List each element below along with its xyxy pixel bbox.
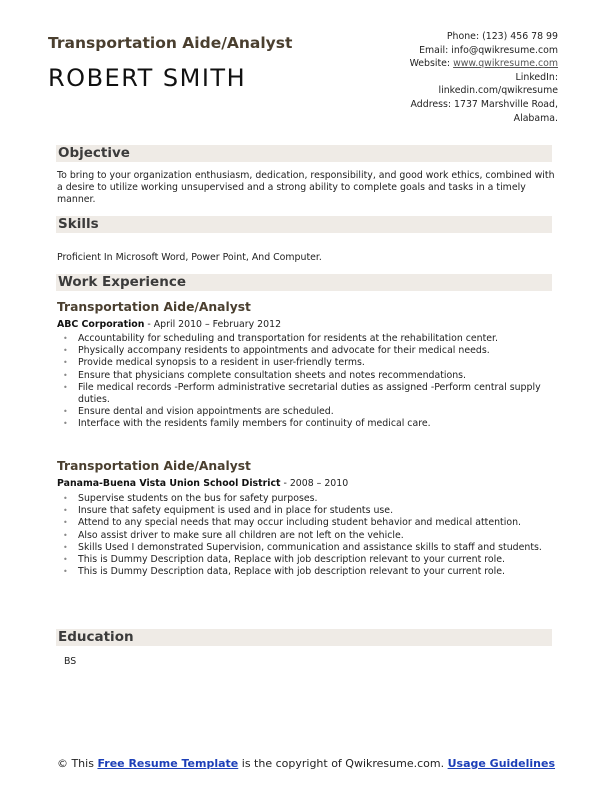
footer-prefix: © This	[56, 757, 98, 770]
website-link[interactable]: www.qwikresume.com	[453, 58, 558, 70]
list-item: • Insure that safety equipment is used and in place for students use.	[78, 505, 568, 517]
contact-linkedin-value: linkedin.com/qwikresume	[438, 85, 558, 97]
list-item: • Also assist driver to make sure all children are not left on the vehicle.	[78, 530, 568, 542]
list-item: • This is Dummy Description data, Replace with job description relevant to your current role.	[78, 566, 568, 578]
list-item: • This is Dummy Description data, Replace with job description relevant to your current role.	[78, 554, 568, 566]
header-job-title: Transportation Aide/Analyst	[48, 34, 293, 52]
section-header-work-experience	[56, 274, 552, 291]
section-header-skills	[56, 216, 552, 233]
usage-guidelines-link[interactable]: Usage Guidelines	[447, 757, 556, 770]
education-text: BS	[64, 656, 77, 667]
candidate-name: ROBERT SMITH	[48, 64, 247, 92]
list-item: • Ensure that physicians complete consultation sheets and notes recommendations.	[78, 370, 568, 382]
job-dates-2: - 2008 – 2010	[280, 478, 349, 489]
contact-linkedin-label: LinkedIn:	[515, 71, 558, 83]
contact-address-line2: Alabama.	[513, 112, 558, 124]
section-header-objective	[56, 145, 552, 162]
list-item: • Accountability for scheduling and transportation for residents at the rehabilitation center.	[78, 333, 568, 345]
section-title-education: Education	[58, 629, 134, 645]
objective-text: To bring to your organization enthusiasm, dedication, responsibility, and good work ethics, combined with a desire to utilize working unsupervised and a strong ability to complete goals and tasks in a timely manner.	[57, 170, 555, 206]
section-title-skills: Skills	[58, 216, 99, 232]
list-item: • Provide medical synopsis to a resident in user-friendly terms.	[78, 357, 568, 369]
contact-info	[358, 30, 558, 125]
section-title-objective: Objective	[58, 145, 130, 161]
section-title-work-experience: Work Experience	[58, 274, 186, 290]
job-company-line-2	[57, 478, 348, 489]
list-item: • Skills Used I demonstrated Supervision, communication and assistance skills to staff and students.	[78, 542, 568, 554]
job-bullets-2	[57, 493, 568, 578]
contact-phone: Phone: (123) 456 78 99	[446, 31, 558, 42]
list-item: • Supervise students on the bus for safety purposes.	[78, 493, 568, 505]
company-name-1: ABC Corporation	[57, 319, 145, 330]
website-label: Website:	[409, 58, 454, 70]
company-name-2: Panama-Buena Vista Union School District	[57, 478, 281, 489]
contact-email: Email: info@qwikresume.com	[419, 44, 558, 56]
copyright-footer	[0, 757, 612, 771]
footer-middle: is the copyright of Qwikresume.com.	[238, 757, 448, 770]
job-bullets-1	[57, 333, 568, 431]
list-item: • Ensure dental and vision appointments are scheduled.	[78, 406, 568, 418]
list-item: • Physically accompany residents to appointments and advocate for their medical needs.	[78, 345, 568, 357]
skills-text: Proficient In Microsoft Word, Power Point, And Computer.	[57, 252, 322, 263]
contact-website	[358, 57, 558, 71]
list-item: • Attend to any special needs that may occur including student behavior and medical attention.	[78, 517, 568, 529]
job-company-line-1	[57, 319, 281, 330]
job-dates-1: - April 2010 – February 2012	[144, 319, 282, 330]
job-title-2: Transportation Aide/Analyst	[57, 459, 251, 473]
section-header-education	[56, 629, 552, 646]
job-title-1: Transportation Aide/Analyst	[57, 300, 251, 314]
free-resume-template-link[interactable]: Free Resume Template	[97, 757, 239, 770]
list-item: • Interface with the residents family members for continuity of medical care.	[78, 418, 568, 430]
list-item: • File medical records -Perform administrative secretarial duties as assigned -Perform central supply duties.	[78, 382, 568, 406]
contact-address-line1: Address: 1737 Marshville Road,	[410, 98, 558, 110]
